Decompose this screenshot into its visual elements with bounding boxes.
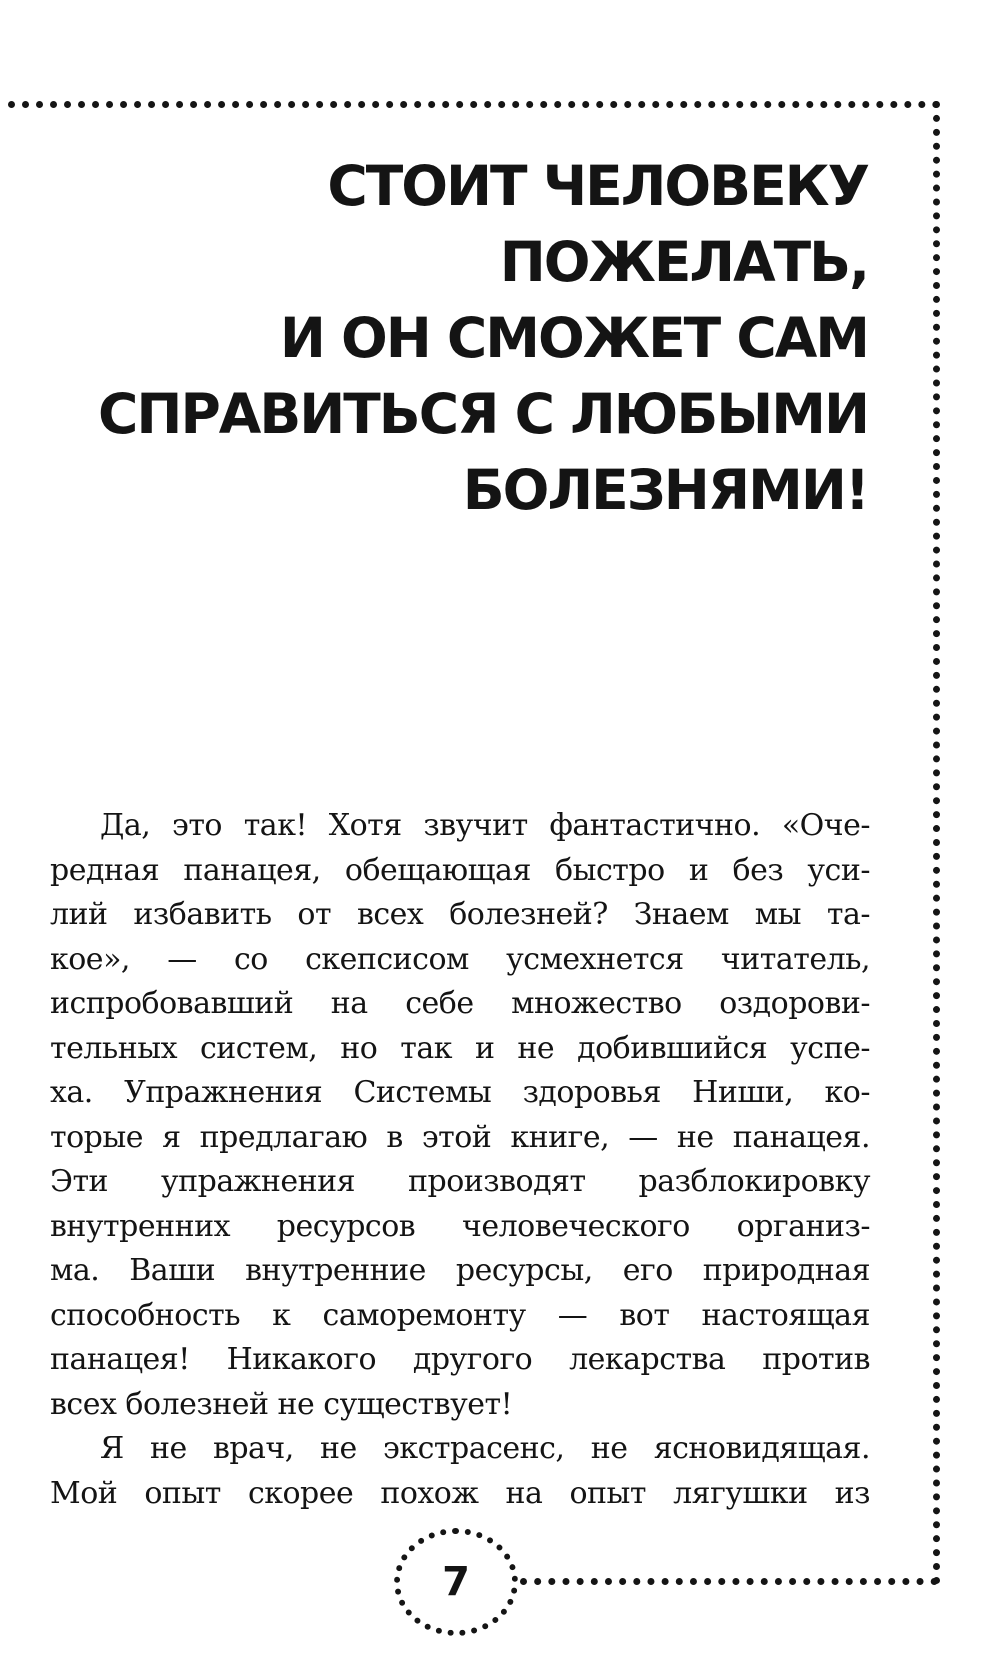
text-line: лий избавить от всех болезней? Знаем мы та- xyxy=(50,897,870,932)
text-line: Да, это так! Хотя звучит фантастично. «Оче- xyxy=(100,808,870,843)
text-line: испробовавший на себе множество оздорови- xyxy=(50,986,870,1021)
page-number: 7 xyxy=(442,1559,470,1605)
dotted-frame-right xyxy=(933,101,940,1585)
text-line: редная панацея, обещающая быстро и без уси- xyxy=(50,852,870,888)
dotted-frame-bottom xyxy=(520,1578,938,1585)
text-line: всех болезней не существует! xyxy=(50,1386,513,1422)
heading-line: БОЛЕЗНЯМИ! xyxy=(462,458,868,522)
text-line: Эти упражнения производят разблокировку xyxy=(50,1164,870,1199)
text-line: торые я предлагаю в этой книге, — не панацея. xyxy=(50,1119,870,1155)
heading-line: СТОИТ ЧЕЛОВЕКУ xyxy=(327,154,868,218)
heading-line: И ОН СМОЖЕТ САМ xyxy=(279,306,868,370)
text-line: Я не врач, не экстрасенс, не ясновидящая. xyxy=(100,1431,870,1466)
text-line: панацея! Никакого другого лекарства против xyxy=(50,1342,870,1377)
chapter-heading xyxy=(60,148,868,528)
text-line: Мой опыт скорее похож на опыт лягушки из xyxy=(50,1475,870,1511)
text-line: ма. Ваши внутренние ресурсы, его природная xyxy=(50,1253,870,1288)
paragraph-2 xyxy=(50,1427,870,1516)
heading-line: ПОЖЕЛАТЬ, xyxy=(499,230,868,294)
text-line: кое», — со скепсисом усмехнется читатель, xyxy=(50,941,870,977)
dotted-frame-top xyxy=(8,101,940,108)
heading-line: СПРАВИТЬСЯ С ЛЮБЫМИ xyxy=(98,382,868,446)
paragraph-1 xyxy=(50,804,870,1427)
text-line: тельных систем, но так и не добившийся успе- xyxy=(50,1030,870,1066)
body-text xyxy=(50,804,870,1516)
text-line: способность к саморемонту — вот настоящая xyxy=(50,1297,870,1333)
text-line: ха. Упражнения Системы здоровья Ниши, ко- xyxy=(50,1075,870,1110)
text-line: внутренних ресурсов человеческого организ- xyxy=(50,1208,870,1244)
